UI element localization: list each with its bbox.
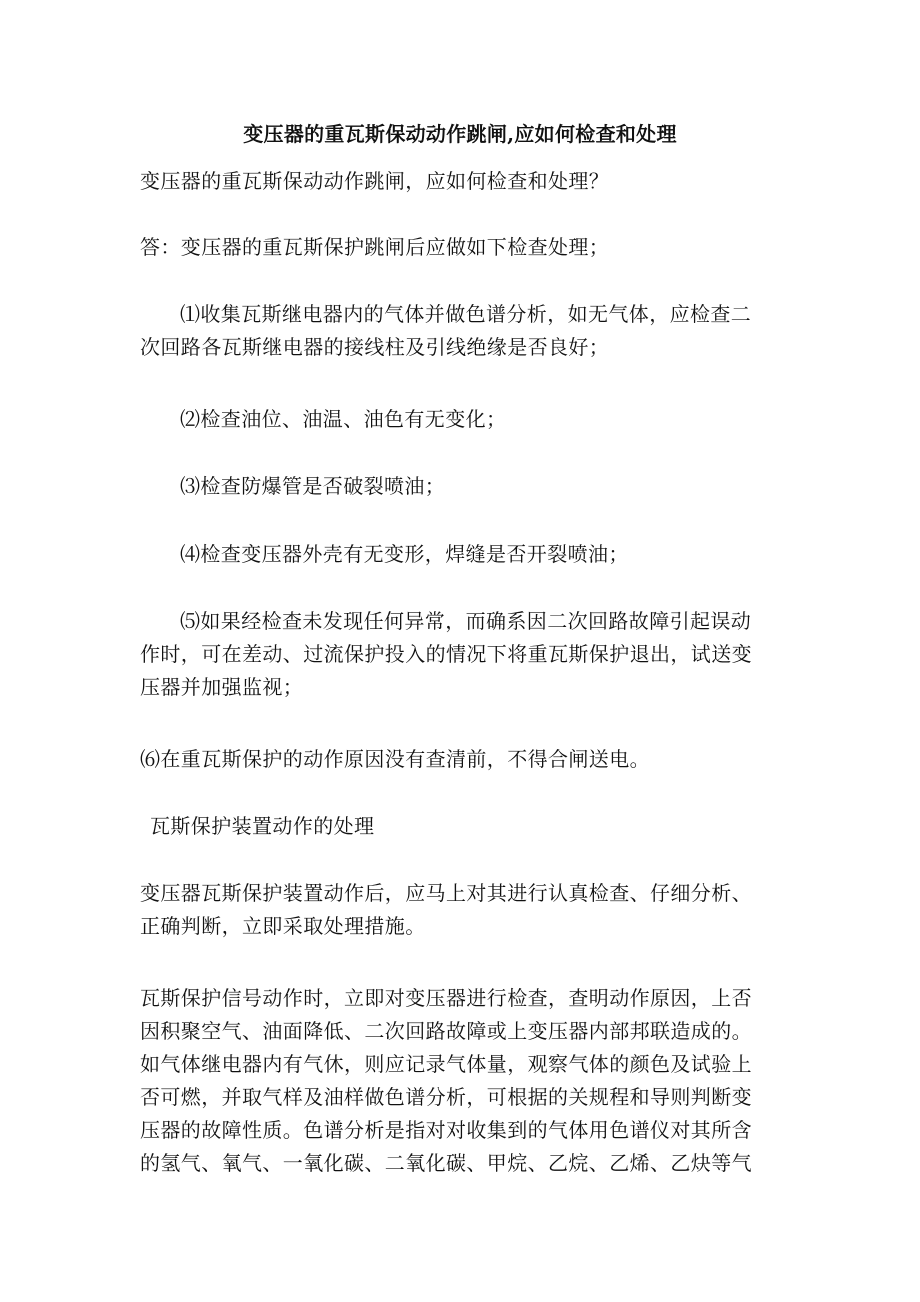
item-5-line-1: ⑸如果经检查未发现任何异常，而确系因二次回路故障引起误动 bbox=[180, 609, 752, 633]
item-2: ⑵检查油位、油温、油色有无变化； bbox=[180, 407, 507, 431]
paragraph-1-line-2: 正确判断，立即采取处理措施。 bbox=[140, 914, 426, 938]
paragraph-2-line-6: 的氢气、氧气、一氧化碳、二氧化碳、甲烷、乙烷、乙烯、乙炔等气 bbox=[140, 1151, 752, 1175]
item-1-line-2: 次回路各瓦斯继电器的接线柱及引线绝缘是否良好； bbox=[140, 335, 610, 359]
paragraph-2-line-5: 压器的故障性质。色谱分析是指对对收集到的气体用色谱仪对其所含 bbox=[140, 1118, 752, 1142]
item-5-line-3: 压器并加强监视； bbox=[140, 675, 304, 699]
answer-intro: 答：变压器的重瓦斯保护跳闸后应做如下检查处理； bbox=[140, 235, 610, 259]
item-5-line-2: 作时，可在差动、过流保护投入的情况下将重瓦斯保护退出，试送变 bbox=[140, 642, 752, 666]
item-4: ⑷检查变压器外壳有无变形，焊缝是否开裂喷油； bbox=[180, 542, 629, 566]
paragraph-2-line-1: 瓦斯保护信号动作时，立即对变压器进行检查，查明动作原因，上否 bbox=[140, 986, 752, 1010]
section-heading: 瓦斯保护装置动作的处理 bbox=[150, 814, 375, 838]
item-3: ⑶检查防爆管是否破裂喷油； bbox=[180, 474, 446, 498]
paragraph-1-line-1: 变压器瓦斯保护装置动作后，应马上对其进行认真检查、仔细分析、 bbox=[140, 881, 752, 905]
paragraph-2-line-4: 否可燃，并取气样及油样做色谱分析，可根据的关规程和导则判断变 bbox=[140, 1085, 752, 1109]
paragraph-2-line-3: 如气体继电器内有气休，则应记录气体量，观察气体的颜色及试验上 bbox=[140, 1052, 752, 1076]
paragraph-2-line-2: 因积聚空气、油面降低、二次回路故障或上变压器内部邦联造成的。 bbox=[140, 1019, 752, 1043]
item-1-line-1: ⑴收集瓦斯继电器内的气体并做色谱分析，如无气体，应检查二 bbox=[180, 302, 752, 326]
document-title: 变压器的重瓦斯保动动作跳闸,应如何检查和处理 bbox=[243, 122, 677, 146]
item-6: ⑹在重瓦斯保护的动作原因没有查清前，不得合闸送电。 bbox=[140, 747, 650, 771]
question-text: 变压器的重瓦斯保动动作跳闸，应如何检查和处理？ bbox=[140, 169, 610, 193]
